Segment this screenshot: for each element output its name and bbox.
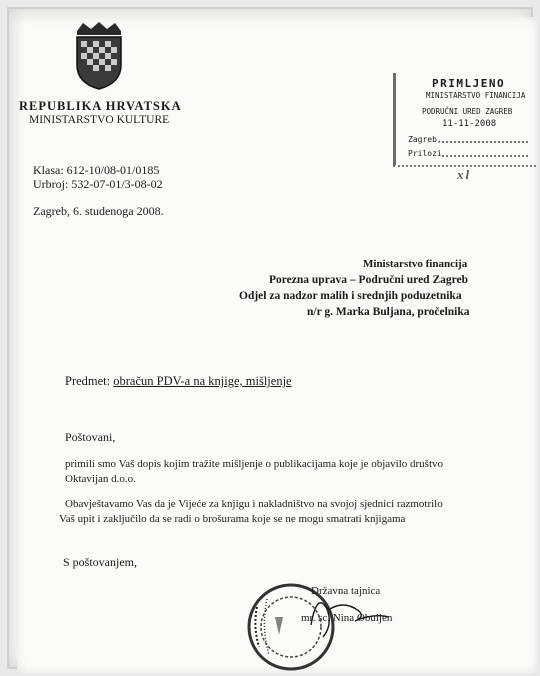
paragraph2-line1: Obavještavamo Vas da je Vijeće za knjigu i nakladništvo na svojoj sjednici razmotrilo — [65, 498, 443, 510]
stamp-date: 11-11-2008 — [442, 119, 497, 129]
handwritten-mark: xl — [457, 167, 472, 182]
urbroj-line: Urbroj: 532-07-01/3-08-02 — [33, 177, 163, 191]
stamp-prilozi-label: Prilozi — [408, 149, 442, 158]
paragraph1-line1: primili smo Vaš dopis kojim tražite mišljenje o publikacijama koje je objavilo društvo — [65, 458, 444, 470]
salutation: Poštovani, — [65, 430, 116, 444]
stamp-ministry: MINISTARSTVO FINANCIJA — [426, 91, 526, 100]
signatory-name: mr. sc. Nina Obuljen — [301, 612, 393, 624]
subject-text: obračun PDV-a na knjige, mišljenje — [113, 374, 292, 388]
country-name: REPUBLIKA HRVATSKA — [19, 99, 182, 113]
recipient-line4: n/r g. Marka Buljana, pročelnika — [307, 306, 470, 318]
recipient-line3: Odjel za nadzor malih i srednjih poduzetnika — [239, 290, 462, 302]
recipient-line1: Ministarstvo financija — [363, 258, 468, 270]
stamp-office: PODRUČNI URED ZAGREB — [422, 107, 513, 116]
recipient-line2: Porezna uprava – Područni ured Zagreb — [269, 274, 469, 286]
place-date: Zagreb, 6. studenoga 2008. — [33, 204, 164, 218]
ministry-name: MINISTARSTVO KULTURE — [29, 114, 170, 126]
signatory-title: Državna tajnica — [311, 585, 381, 597]
subject-label: Predmet: — [65, 374, 111, 388]
stamp-zagreb-label: Zagreb, — [408, 135, 442, 144]
closing: S poštovanjem, — [63, 555, 137, 569]
stamp-zagreb-dots — [442, 141, 528, 143]
received-stamp — [393, 73, 536, 167]
stamp-prilozi-dots — [442, 155, 528, 157]
subject-line — [65, 374, 292, 388]
coat-of-arms-icon — [71, 21, 127, 91]
stamp-title: PRIMLJENO — [432, 77, 506, 90]
klasa-line: Klasa: 612-10/08-01/0185 — [33, 163, 160, 177]
paragraph2-line2: Vaš upit i zaključilo da se radi o brošurama koje se ne mogu smatrati knjigama — [59, 513, 406, 525]
paragraph1-line2: Oktavijan d.o.o. — [65, 473, 136, 485]
